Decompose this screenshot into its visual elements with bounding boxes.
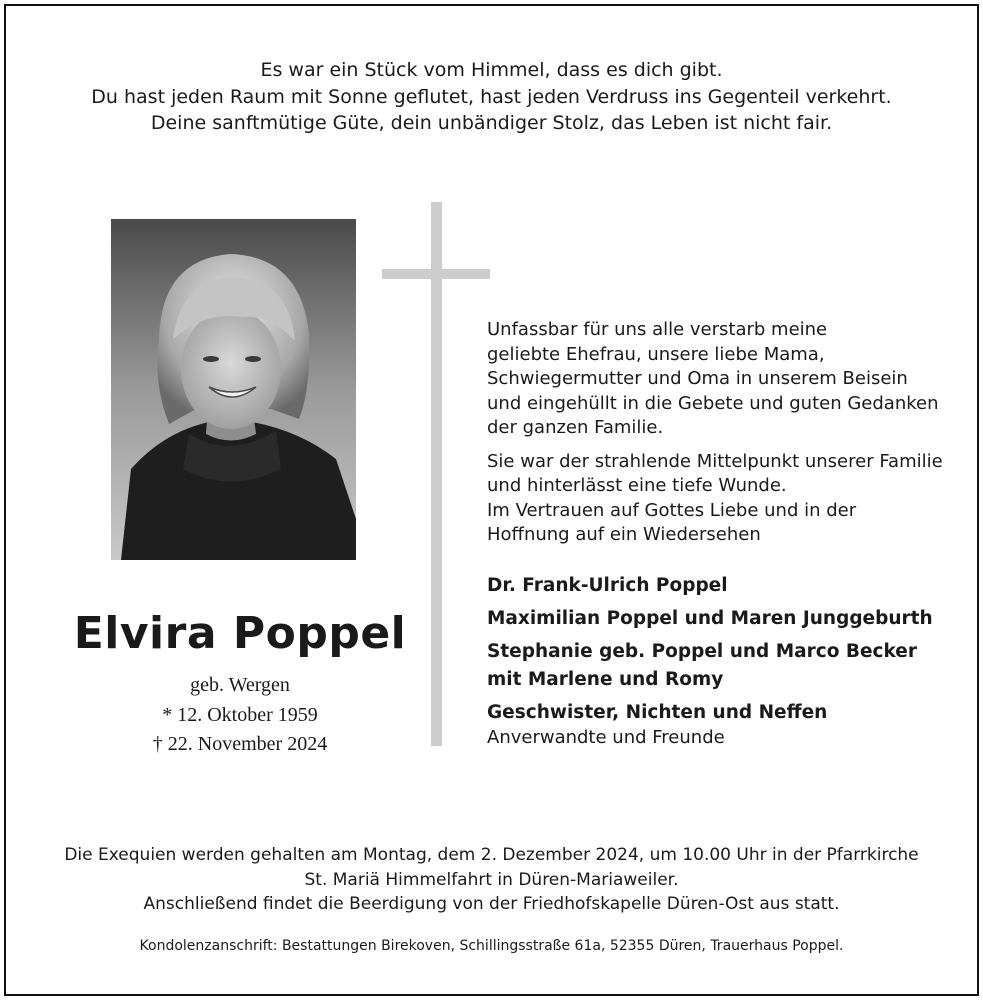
condolence-address: Kondolenzanschrift: Bestattungen Birekoven, Schillingsstraße 61a, 52355 Düren, Trauerhaus Poppel. [139, 938, 844, 954]
text-line: und eingehüllt in die Gebete und guten Gedanken [487, 392, 939, 414]
announcement-paragraph [487, 318, 943, 441]
life-dates [40, 671, 440, 760]
cross-vertical-bar [431, 202, 442, 746]
birth-name: geb. Wergen [190, 674, 290, 696]
poem-line: Deine sanftmütige Güte, dein unbändiger Stolz, das Leben ist nicht fair. [150, 112, 833, 134]
family-member: Maximilian Poppel und Maren Junggeburth [487, 608, 933, 629]
text-line: Im Vertrauen auf Gottes Liebe und in der [487, 499, 857, 521]
family-member: Stephanie geb. Poppel und Marco Becker [487, 641, 917, 662]
poem-line: Es war ein Stück vom Himmel, dass es dich gibt. [260, 59, 723, 81]
death-date: † 22. November 2024 [152, 733, 328, 755]
text-line: der ganzen Familie. [487, 417, 664, 438]
funeral-details [0, 843, 983, 917]
text-line: und hinterlässt eine tiefe Wunde. [487, 475, 787, 496]
deceased-name: Elvira Poppel [73, 608, 407, 659]
family-member: mit Marlene und Romy [487, 669, 724, 690]
family-member: Dr. Frank-Ulrich Poppel [487, 575, 728, 596]
relatives-line: Anverwandte und Freunde [487, 727, 725, 748]
family-member: Geschwister, Nichten und Neffen [487, 702, 828, 723]
poem-line: Du hast jeden Raum mit Sonne geflutet, hast jeden Verdruss ins Gegenteil verkehrt. [91, 85, 892, 108]
funeral-line: Die Exequien werden gehalten am Montag, dem 2. Dezember 2024, um 10.00 Uhr in der Pfarrkirche [64, 845, 919, 865]
funeral-line: Anschließend findet die Beerdigung von der Friedhofskapelle Düren-Ost aus statt. [143, 894, 840, 914]
cross-horizontal-bar [382, 269, 490, 279]
birth-date: * 12. Oktober 1959 [162, 703, 318, 726]
portrait-photo [111, 219, 356, 560]
text-line: Schwiegermutter und Oma in unserem Beisein [487, 368, 908, 389]
text-line: Hoffnung auf ein Wiedersehen [487, 524, 761, 545]
text-line: geliebte Ehefrau, unsere liebe Mama, [487, 343, 825, 365]
funeral-line: St. Mariä Himmelfahrt in Düren-Mariaweiler. [304, 869, 679, 890]
announcement-text [487, 318, 943, 557]
poem [0, 57, 983, 137]
family-members [487, 572, 933, 727]
announcement-paragraph [487, 450, 943, 548]
text-line: Unfassbar für uns alle verstarb meine [487, 319, 828, 340]
text-line: Sie war der strahlende Mittelpunkt unserer Familie [487, 450, 943, 472]
